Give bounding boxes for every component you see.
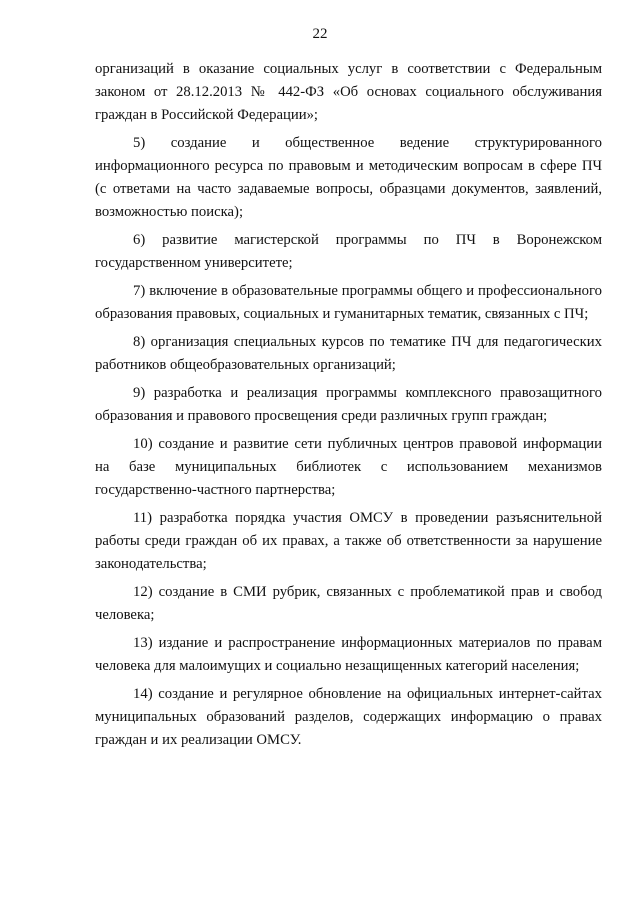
document-body (95, 58, 602, 757)
list-item-7: 7) включение в образовательные программы общего и профессионального образования правовых, социальных и гуманитарных тематик, связанных с ПЧ; (95, 283, 602, 322)
paragraph-continuation: организаций в оказание социальных услуг в соответствии с Федеральным законом от 28.12.2013 № 442-ФЗ «Об основах социального обслуживания граждан в Российской Федерации»; (95, 61, 602, 123)
list-item-5: 5) создание и общественное ведение структурированного информационного ресурса по правовым и методическим вопросам в сфере ПЧ (с ответами на часто задаваемые вопросы, образцами документов, заявлений, возможностью поиска); (95, 135, 602, 220)
list-item-6: 6) развитие магистерской программы по ПЧ в Воронежском государственном университете; (95, 232, 602, 271)
list-item-10: 10) создание и развитие сети публичных центров правовой информации на базе муниципальных библиотек с использованием механизмов государственно-частного партнерства; (95, 436, 602, 498)
list-item-13: 13) издание и распространение информационных материалов по правам человека для малоимущих и социально незащищенных категорий населения; (95, 635, 602, 674)
page-number: 22 (312, 26, 328, 42)
list-item-12: 12) создание в СМИ рубрик, связанных с проблематикой прав и свобод человека; (95, 584, 602, 623)
list-item-14: 14) создание и регулярное обновление на официальных интернет-сайтах муниципальных образований разделов, содержащих информацию о правах граждан и их реализации ОМСУ. (95, 686, 602, 748)
list-item-11: 11) разработка порядка участия ОМСУ в проведении разъяснительной работы среди граждан об их правах, а также об ответственности за нарушение законодательства; (95, 510, 602, 572)
list-item-9: 9) разработка и реализация программы комплексного правозащитного образования и правового просвещения среди различных групп граждан; (95, 385, 602, 424)
list-item-8: 8) организация специальных курсов по тематике ПЧ для педагогических работников общеобразовательных организаций; (95, 334, 602, 373)
